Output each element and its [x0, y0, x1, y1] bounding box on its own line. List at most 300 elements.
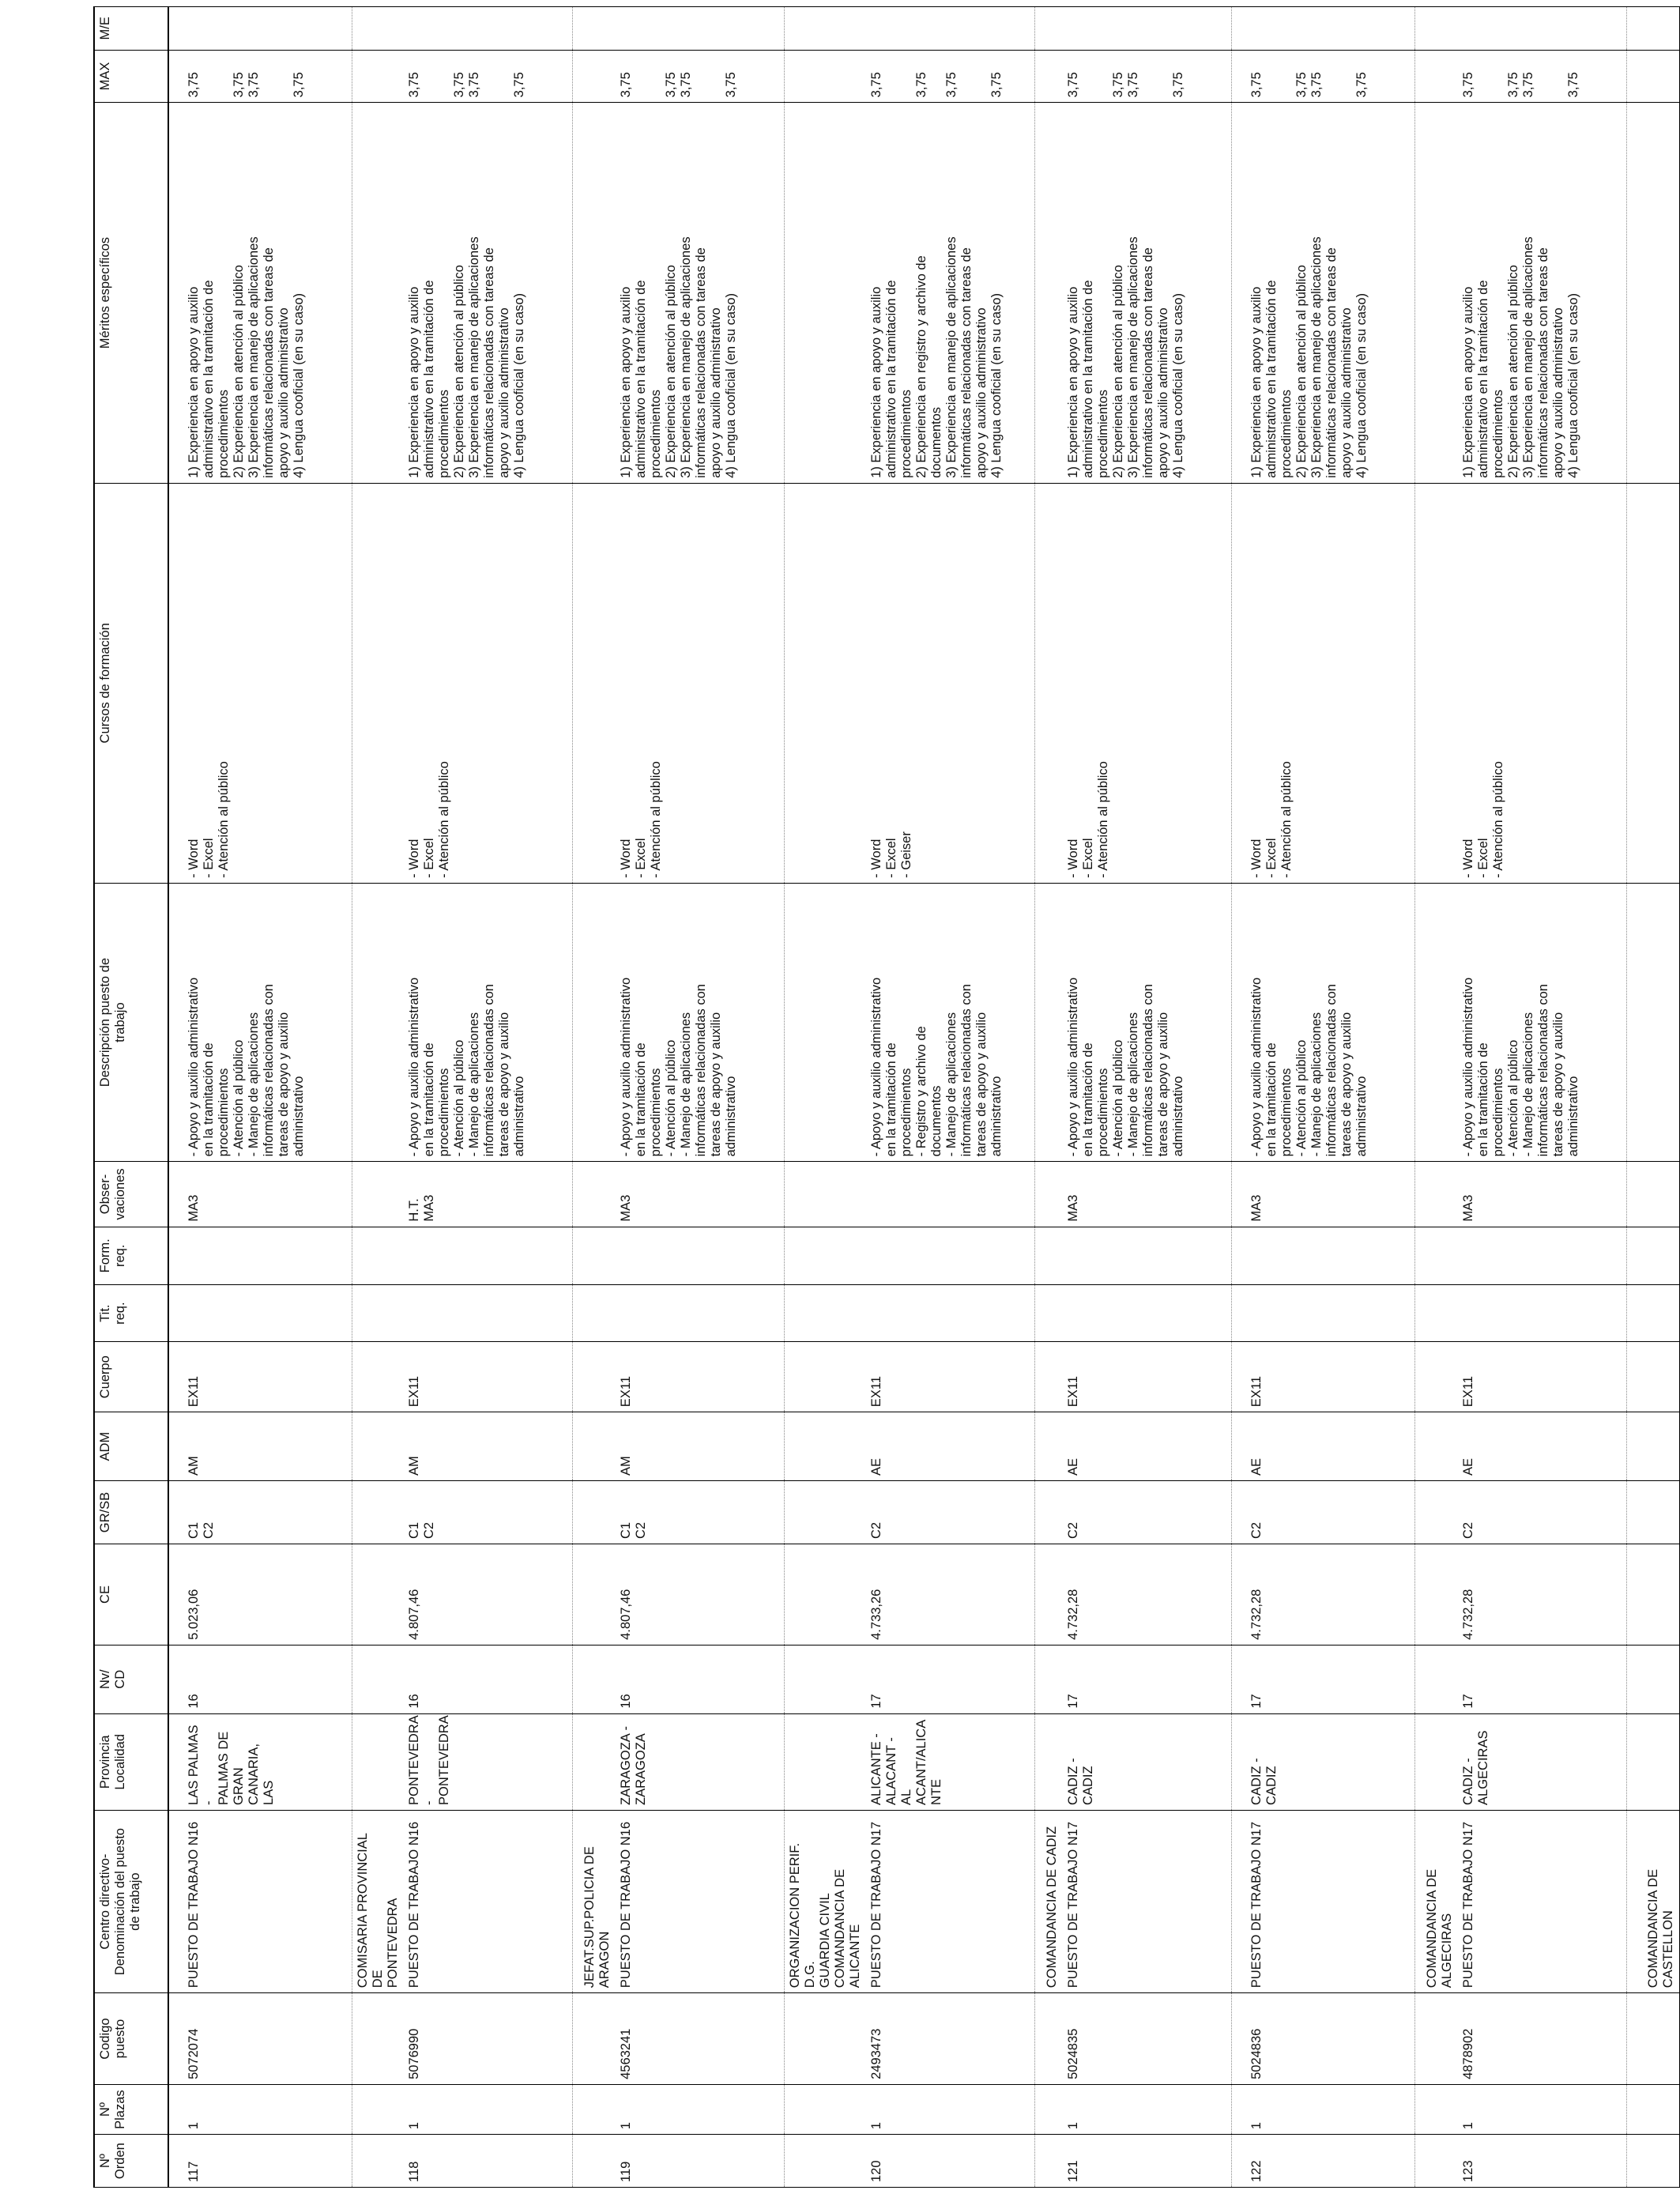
- centro-row-cell: [785, 1480, 867, 1544]
- footer-cell: [1627, 1480, 1680, 1544]
- centro-row-cell: [573, 1645, 616, 1713]
- centro-row-cell: [352, 1285, 405, 1342]
- centro-directivo: COMANDANCIA DE ALGECIRAS: [1415, 1810, 1459, 1992]
- centro-row-cell: [573, 7, 616, 51]
- centro-row-cell: [1035, 103, 1064, 484]
- cell-provincia: PONTEVEDRA - PONTEVEDRA: [404, 1713, 573, 1810]
- centro-row-cell: [168, 2084, 183, 2134]
- cell-orden: 121: [1063, 2135, 1232, 2188]
- centro-row-cell: [1035, 1285, 1064, 1342]
- centro-row-cell: [573, 1162, 616, 1227]
- centro-row-cell: [168, 103, 183, 484]
- centro-directivo: JEFAT.SUP.POLICIA DE ARAGON: [573, 1810, 616, 1992]
- centro-row-cell: [1035, 1544, 1064, 1646]
- header-row: [94, 7, 168, 2188]
- centro-row-cell: [573, 2084, 616, 2134]
- cell-cursos: - Word - Excel - Geiser: [866, 483, 1035, 883]
- header-meritos: Méritos específicos: [94, 103, 168, 484]
- cell-desc: - Apoyo y auxilio administrativo en la tramitación de procedimientos - Registro y archivo de documentos - Manejo de aplicaciones informáticas relacionadas con tareas de apoyo y auxilio administrativo: [866, 883, 1035, 1162]
- header-obs: Obser- vaciones: [94, 1162, 168, 1227]
- cell-codigo: 2493473: [866, 1993, 1035, 2085]
- cell-orden: 117: [183, 2135, 352, 2188]
- cell-desc: - Apoyo y auxilio administrativo en la tramitación de procedimientos - Atención al público - Manejo de aplicaciones informáticas relacionadas con tareas de apoyo y auxilio administrativo: [616, 883, 785, 1162]
- cell-codigo: 5072074: [183, 1993, 352, 2085]
- cell-grsb: C2: [1063, 1480, 1232, 1544]
- cell-provincia: CADIZ - CADIZ: [1063, 1713, 1232, 1810]
- centro-row-cell: [168, 1342, 183, 1412]
- centro-row-cell: [1415, 50, 1459, 103]
- centro-directivo: COMISARIA PROVINCIAL DE PONTEVEDRA: [352, 1810, 405, 1992]
- cell-ce: 4.732,28: [1063, 1544, 1232, 1646]
- centro-row-cell: [573, 1285, 616, 1342]
- centro-row-cell: [573, 1713, 616, 1810]
- centro-row-cell: [168, 50, 183, 103]
- cell-grsb: C2: [866, 1480, 1035, 1544]
- centro-row-cell: [1415, 1993, 1459, 2085]
- cell-ce: 4.807,46: [404, 1544, 573, 1646]
- centro-row-cell: [1035, 1645, 1064, 1713]
- centro-row-cell: [573, 1480, 616, 1544]
- centro-row: [1232, 7, 1247, 2188]
- cell-plazas: 1: [866, 2084, 1035, 2134]
- cell-meritos: 1) Experiencia en apoyo y auxilio administrativo en la tramitación de procedimientos 2) Experiencia en atención al público 3) Experiencia en manejo de aplicaciones informáticas relacionadas con tareas de apoyo y auxilio administrativo 4) Lengua cooficial (en su caso): [1458, 103, 1627, 484]
- footer-cell: [1627, 1645, 1680, 1713]
- puesto-denominacion: PUESTO DE TRABAJO N16: [404, 1810, 573, 1992]
- cell-meritos: 1) Experiencia en apoyo y auxilio administrativo en la tramitación de procedimientos 2) Experiencia en atención al público 3) Experiencia en manejo de aplicaciones informáticas relacionadas con tareas de apoyo y auxilio administrativo 4) Lengua cooficial (en su caso): [183, 103, 352, 484]
- centro-row-cell: [1232, 1285, 1247, 1342]
- footer-cell: [1627, 483, 1680, 883]
- cell-max: 3,75 3,75 3,75 3,75: [1246, 50, 1415, 103]
- footer-cell: [1627, 1285, 1680, 1342]
- centro-row-cell: [352, 483, 405, 883]
- centro-row-cell: [1415, 1544, 1459, 1646]
- cell-desc: - Apoyo y auxilio administrativo en la tramitación de procedimientos - Atención al público - Manejo de aplicaciones informáticas relacionadas con tareas de apoyo y auxilio administrativo: [404, 883, 573, 1162]
- cell-ce: 4.732,28: [1246, 1544, 1415, 1646]
- cell-cursos: - Word - Excel - Atención al público: [1458, 483, 1627, 883]
- header-provincia: Provincia Localidad: [94, 1713, 168, 1810]
- cell-tit: [1246, 1285, 1415, 1342]
- footer-cell: [1627, 2135, 1680, 2188]
- cell-plazas: 1: [404, 2084, 573, 2134]
- centro-row-cell: [785, 1162, 867, 1227]
- footer-row: [1627, 7, 1680, 2188]
- centro-row-cell: [1035, 1162, 1064, 1227]
- centro-row-cell: [573, 1227, 616, 1284]
- centro-row-cell: [168, 1412, 183, 1481]
- cell-me: [616, 7, 785, 51]
- cell-meritos: 1) Experiencia en apoyo y auxilio administrativo en la tramitación de procedimientos 2) Experiencia en atención al público 3) Experiencia en manejo de aplicaciones informáticas relacionadas con tareas de apoyo y auxilio administrativo 4) Lengua cooficial (en su caso): [616, 103, 785, 484]
- cell-form: [1063, 1227, 1232, 1284]
- centro-row-cell: [785, 483, 867, 883]
- cell-max: 3,75 3,75 3,75 3,75: [866, 50, 1035, 103]
- centro-row-cell: [1035, 1412, 1064, 1481]
- centro-row-cell: [1232, 1645, 1247, 1713]
- cell-plazas: 1: [1063, 2084, 1232, 2134]
- cell-tit: [404, 1285, 573, 1342]
- table-row: [183, 7, 352, 2188]
- centro-row-cell: [785, 1713, 867, 1810]
- centro-row-cell: [785, 7, 867, 51]
- centro-row-cell: [785, 1342, 867, 1412]
- centro-row-cell: [573, 883, 616, 1162]
- cell-desc: - Apoyo y auxilio administrativo en la tramitación de procedimientos - Atención al público - Manejo de aplicaciones informáticas relacionadas con tareas de apoyo y auxilio administrativo: [1246, 883, 1415, 1162]
- table-row: [616, 7, 785, 2188]
- centro-row-cell: [168, 1285, 183, 1342]
- centro-row-cell: [785, 1544, 867, 1646]
- centro-row-cell: [352, 1544, 405, 1646]
- footer-cell: [1627, 1544, 1680, 1646]
- centro-row-cell: [1035, 483, 1064, 883]
- centro-directivo: COMANDANCIA DE CADIZ: [1035, 1810, 1064, 1992]
- footer-cell: [1627, 883, 1680, 1162]
- centro-row-cell: [168, 7, 183, 51]
- centro-row-cell: [168, 483, 183, 883]
- centro-row-cell: [352, 2084, 405, 2134]
- puesto-denominacion: PUESTO DE TRABAJO N17: [1458, 1810, 1627, 1992]
- centro-row-cell: [352, 7, 405, 51]
- cell-orden: 118: [404, 2135, 573, 2188]
- cell-max: 3,75 3,75 3,75 3,75: [1063, 50, 1232, 103]
- cell-orden: 120: [866, 2135, 1035, 2188]
- header-tit: Tit. req.: [94, 1285, 168, 1342]
- footer-cell: [1627, 1162, 1680, 1227]
- centro-row-cell: [168, 1645, 183, 1713]
- cell-form: [183, 1227, 352, 1284]
- cell-nivel: 16: [616, 1645, 785, 1713]
- cell-cursos: - Word - Excel - Atención al público: [1063, 483, 1232, 883]
- centro-row-cell: [1415, 1227, 1459, 1284]
- centro-directivo: [1232, 1810, 1247, 1992]
- centro-row-cell: [1415, 2135, 1459, 2188]
- centro-row-cell: [573, 1993, 616, 2085]
- centro-row-cell: [168, 883, 183, 1162]
- cell-adm: AM: [404, 1412, 573, 1481]
- footer-cell: [1627, 50, 1680, 103]
- centro-row-cell: [785, 1412, 867, 1481]
- cell-codigo: 4563241: [616, 1993, 785, 2085]
- centro-row-cell: [1232, 1480, 1247, 1544]
- centro-row-cell: [1415, 483, 1459, 883]
- header-cuerpo: Cuerpo: [94, 1342, 168, 1412]
- footer-cell: [1627, 7, 1680, 51]
- cell-cuerpo: EX11: [404, 1342, 573, 1412]
- cell-nivel: 17: [866, 1645, 1035, 1713]
- cell-obs: MA3: [1246, 1162, 1415, 1227]
- cell-tit: [616, 1285, 785, 1342]
- centro-row-cell: [352, 1645, 405, 1713]
- centro-row-cell: [1035, 1342, 1064, 1412]
- table-body: [168, 7, 1680, 2188]
- centro-row-cell: [1232, 103, 1247, 484]
- cell-form: [616, 1227, 785, 1284]
- centro-row-cell: [1035, 1480, 1064, 1544]
- table-row: [1246, 7, 1415, 2188]
- centro-row-cell: [573, 2135, 616, 2188]
- centro-row-cell: [168, 1480, 183, 1544]
- centro-row-cell: [785, 1285, 867, 1342]
- cell-ce: 4.807,46: [616, 1544, 785, 1646]
- centro-row-cell: [785, 103, 867, 484]
- cell-orden: 122: [1246, 2135, 1415, 2188]
- cell-obs: MA3: [1458, 1162, 1627, 1227]
- cell-plazas: 1: [616, 2084, 785, 2134]
- cell-grsb: C1 C2: [183, 1480, 352, 1544]
- centro-row-cell: [352, 1713, 405, 1810]
- centro-row-cell: [352, 1480, 405, 1544]
- centro-directivo: [168, 1810, 183, 1992]
- centro-row-cell: [352, 50, 405, 103]
- centro-row-cell: [1232, 50, 1247, 103]
- centro-row: [1415, 7, 1459, 2188]
- cell-provincia: ZARAGOZA - ZARAGOZA: [616, 1713, 785, 1810]
- header-ce: CE: [94, 1544, 168, 1646]
- centro-row-cell: [785, 2084, 867, 2134]
- cell-tit: [1063, 1285, 1232, 1342]
- centro-row-cell: [168, 1227, 183, 1284]
- centro-row-cell: [1232, 1993, 1247, 2085]
- header-cursos: Cursos de formación: [94, 483, 168, 883]
- centro-row-cell: [1232, 1162, 1247, 1227]
- centro-row-cell: [1415, 1713, 1459, 1810]
- cell-adm: AE: [1246, 1412, 1415, 1481]
- centro-row-cell: [785, 1645, 867, 1713]
- centro-row: [352, 7, 405, 2188]
- table-row: [1458, 7, 1627, 2188]
- header-form: Form. req.: [94, 1227, 168, 1284]
- centro-row-cell: [1035, 1227, 1064, 1284]
- centro-row-cell: [573, 483, 616, 883]
- cell-provincia: CADIZ - CADIZ: [1246, 1713, 1415, 1810]
- cell-tit: [866, 1285, 1035, 1342]
- footer-cell: [1627, 1993, 1680, 2085]
- centro-row-cell: [785, 2135, 867, 2188]
- centro-row-cell: [1232, 483, 1247, 883]
- centro-row-cell: [1415, 2084, 1459, 2134]
- cell-form: [1458, 1227, 1627, 1284]
- centro-row-cell: [352, 1412, 405, 1481]
- cell-cursos: - Word - Excel - Atención al público: [404, 483, 573, 883]
- cell-ce: 5.023,06: [183, 1544, 352, 1646]
- cell-cuerpo: EX11: [1063, 1342, 1232, 1412]
- centro-row-cell: [352, 1227, 405, 1284]
- cell-meritos: 1) Experiencia en apoyo y auxilio administrativo en la tramitación de procedimientos 2) Experiencia en registro y archivo de documentos 3) Experiencia en manejo de aplicaciones informáticas relacionadas con tareas de apoyo y auxilio administrativo 4) Lengua cooficial (en su caso): [866, 103, 1035, 484]
- cell-nivel: 17: [1063, 1645, 1232, 1713]
- centro-row-cell: [1415, 1285, 1459, 1342]
- centro-row-cell: [1232, 1342, 1247, 1412]
- header-adm: ADM: [94, 1412, 168, 1481]
- cell-desc: - Apoyo y auxilio administrativo en la tramitación de procedimientos - Atención al público - Manejo de aplicaciones informáticas relacionadas con tareas de apoyo y auxilio administrativo: [1458, 883, 1627, 1162]
- cell-nivel: 17: [1458, 1645, 1627, 1713]
- centro-row-cell: [1415, 103, 1459, 484]
- header-max: MAX: [94, 50, 168, 103]
- centro-row: [168, 7, 183, 2188]
- centro-row-cell: [1415, 1342, 1459, 1412]
- vacancy-table: [93, 6, 1680, 2188]
- centro-row-cell: [573, 103, 616, 484]
- cell-provincia: CADIZ - ALGECIRAS: [1458, 1713, 1627, 1810]
- cell-nivel: 16: [404, 1645, 573, 1713]
- cell-provincia: LAS PALMAS - PALMAS DE GRAN CANARIA, LAS: [183, 1713, 352, 1810]
- centro-row-cell: [1232, 883, 1247, 1162]
- centro-row-cell: [1415, 1480, 1459, 1544]
- cell-me: [404, 7, 573, 51]
- centro-row-cell: [1232, 1412, 1247, 1481]
- cell-adm: AE: [1458, 1412, 1627, 1481]
- cell-max: 3,75 3,75 3,75 3,75: [1458, 50, 1627, 103]
- footer-cell: [1627, 1412, 1680, 1481]
- header-codigo: Codigo puesto: [94, 1993, 168, 2085]
- centro-row-cell: [785, 1227, 867, 1284]
- centro-row-cell: [1035, 883, 1064, 1162]
- centro-row-cell: [1232, 1544, 1247, 1646]
- footer-cell: [1627, 1227, 1680, 1284]
- puesto-denominacion: PUESTO DE TRABAJO N17: [1063, 1810, 1232, 1992]
- cell-meritos: 1) Experiencia en apoyo y auxilio administrativo en la tramitación de procedimientos 2) Experiencia en atención al público 3) Experiencia en manejo de aplicaciones informáticas relacionadas con tareas de apoyo y auxilio administrativo 4) Lengua cooficial (en su caso): [1246, 103, 1415, 484]
- centro-row: [785, 7, 867, 2188]
- cell-adm: AM: [183, 1412, 352, 1481]
- centro-row-cell: [168, 1162, 183, 1227]
- cell-grsb: C2: [1246, 1480, 1415, 1544]
- cell-max: 3,75 3,75 3,75 3,75: [404, 50, 573, 103]
- centro-row-cell: [1232, 1713, 1247, 1810]
- cell-codigo: 5076990: [404, 1993, 573, 2085]
- puesto-denominacion: PUESTO DE TRABAJO N17: [866, 1810, 1035, 1992]
- cell-cursos: - Word - Excel - Atención al público: [616, 483, 785, 883]
- cell-obs: MA3: [1063, 1162, 1232, 1227]
- cell-plazas: 1: [183, 2084, 352, 2134]
- header-grsb: GR/SB: [94, 1480, 168, 1544]
- table-row: [866, 7, 1035, 2188]
- centro-row-cell: [573, 1412, 616, 1481]
- table-row: [1063, 7, 1232, 2188]
- centro-row-cell: [785, 50, 867, 103]
- centro-row-cell: [168, 1713, 183, 1810]
- centro-row-cell: [1232, 2084, 1247, 2134]
- centro-row-cell: [1415, 883, 1459, 1162]
- centro-row-cell: [352, 1993, 405, 2085]
- cell-orden: 123: [1458, 2135, 1627, 2188]
- cell-adm: AE: [866, 1412, 1035, 1481]
- centro-row-cell: [1035, 2135, 1064, 2188]
- centro-row-cell: [1232, 1227, 1247, 1284]
- cell-grsb: C1 C2: [404, 1480, 573, 1544]
- cell-obs: MA3: [183, 1162, 352, 1227]
- puesto-denominacion: PUESTO DE TRABAJO N16: [183, 1810, 352, 1992]
- cell-me: [1458, 7, 1627, 51]
- cell-me: [866, 7, 1035, 51]
- centro-row-cell: [1035, 7, 1064, 51]
- centro-directivo: ORGANIZACION PERIF. D.G. GUARDIA CIVIL COMANDANCIA DE ALICANTE: [785, 1810, 867, 1992]
- header-orden: Nº Orden: [94, 2135, 168, 2188]
- centro-row-cell: [168, 2135, 183, 2188]
- cell-obs: [866, 1162, 1035, 1227]
- cell-cursos: - Word - Excel - Atención al público: [183, 483, 352, 883]
- centro-row: [1035, 7, 1064, 2188]
- cell-desc: - Apoyo y auxilio administrativo en la tramitación de procedimientos - Atención al público - Manejo de aplicaciones informáticas relacionadas con tareas de apoyo y auxilio administrativo: [183, 883, 352, 1162]
- cell-form: [1246, 1227, 1415, 1284]
- centro-row-cell: [1415, 1162, 1459, 1227]
- cell-grsb: C2: [1458, 1480, 1627, 1544]
- centro-row-cell: [1415, 7, 1459, 51]
- cell-obs: H.T. MA3: [404, 1162, 573, 1227]
- footer-cell: [1627, 1713, 1680, 1810]
- footer-cell: [1627, 103, 1680, 484]
- centro-row-cell: [352, 1342, 405, 1412]
- cell-codigo: 4878902: [1458, 1993, 1627, 2085]
- cell-adm: AE: [1063, 1412, 1232, 1481]
- footer-centro: COMANDANCIA DE CASTELLON: [1627, 1810, 1680, 1992]
- cell-cuerpo: EX11: [866, 1342, 1035, 1412]
- header-nivel: Nv/ CD: [94, 1645, 168, 1713]
- footer-cell: [1627, 1342, 1680, 1412]
- cell-grsb: C1 C2: [616, 1480, 785, 1544]
- cell-codigo: 5024835: [1063, 1993, 1232, 2085]
- cell-cuerpo: EX11: [1246, 1342, 1415, 1412]
- cell-cuerpo: EX11: [1458, 1342, 1627, 1412]
- centro-row-cell: [1232, 2135, 1247, 2188]
- cell-max: 3,75 3,75 3,75 3,75: [616, 50, 785, 103]
- cell-meritos: 1) Experiencia en apoyo y auxilio administrativo en la tramitación de procedimientos 2) Experiencia en atención al público 3) Experiencia en manejo de aplicaciones informáticas relacionadas con tareas de apoyo y auxilio administrativo 4) Lengua cooficial (en su caso): [404, 103, 573, 484]
- header-centro: Centro directivo- Denominación del puesto de trabajo: [94, 1810, 168, 1992]
- header-desc: Descripción puesto de trabajo: [94, 883, 168, 1162]
- centro-row-cell: [785, 1993, 867, 2085]
- cell-plazas: 1: [1246, 2084, 1415, 2134]
- table-row: [404, 7, 573, 2188]
- centro-row-cell: [168, 1993, 183, 2085]
- centro-row-cell: [1035, 1993, 1064, 2085]
- footer-cell: [1627, 2084, 1680, 2134]
- cell-form: [404, 1227, 573, 1284]
- centro-row-cell: [573, 1342, 616, 1412]
- cell-cuerpo: EX11: [183, 1342, 352, 1412]
- cell-form: [866, 1227, 1035, 1284]
- centro-row-cell: [1035, 50, 1064, 103]
- cell-me: [1246, 7, 1415, 51]
- header-plazas: Nº Plazas: [94, 2084, 168, 2134]
- cell-cursos: - Word - Excel - Atención al público: [1246, 483, 1415, 883]
- cell-me: [183, 7, 352, 51]
- cell-codigo: 5024836: [1246, 1993, 1415, 2085]
- centro-row: [573, 7, 616, 2188]
- cell-nivel: 17: [1246, 1645, 1415, 1713]
- centro-row-cell: [1415, 1412, 1459, 1481]
- centro-row-cell: [168, 1544, 183, 1646]
- cell-obs: MA3: [616, 1162, 785, 1227]
- centro-row-cell: [1232, 7, 1247, 51]
- centro-row-cell: [352, 883, 405, 1162]
- cell-nivel: 16: [183, 1645, 352, 1713]
- centro-row-cell: [573, 50, 616, 103]
- centro-row-cell: [352, 2135, 405, 2188]
- centro-row-cell: [1035, 2084, 1064, 2134]
- cell-meritos: 1) Experiencia en apoyo y auxilio administrativo en la tramitación de procedimientos 2) Experiencia en atención al público 3) Experiencia en manejo de aplicaciones informáticas relacionadas con tareas de apoyo y auxilio administrativo 4) Lengua cooficial (en su caso): [1063, 103, 1232, 484]
- puesto-denominacion: PUESTO DE TRABAJO N17: [1246, 1810, 1415, 1992]
- cell-me: [1063, 7, 1232, 51]
- cell-max: 3,75 3,75 3,75 3,75: [183, 50, 352, 103]
- puesto-denominacion: PUESTO DE TRABAJO N16: [616, 1810, 785, 1992]
- cell-adm: AM: [616, 1412, 785, 1481]
- centro-row-cell: [352, 103, 405, 484]
- cell-provincia: ALICANTE - ALACANT - AL ACANT/ALICA NTE: [866, 1713, 1035, 1810]
- cell-tit: [1458, 1285, 1627, 1342]
- centro-row-cell: [1415, 1645, 1459, 1713]
- centro-row-cell: [352, 1162, 405, 1227]
- cell-ce: 4.733,26: [866, 1544, 1035, 1646]
- cell-tit: [183, 1285, 352, 1342]
- cell-cuerpo: EX11: [616, 1342, 785, 1412]
- cell-desc: - Apoyo y auxilio administrativo en la tramitación de procedimientos - Atención al público - Manejo de aplicaciones informáticas relacionadas con tareas de apoyo y auxilio administrativo: [1063, 883, 1232, 1162]
- cell-orden: 119: [616, 2135, 785, 2188]
